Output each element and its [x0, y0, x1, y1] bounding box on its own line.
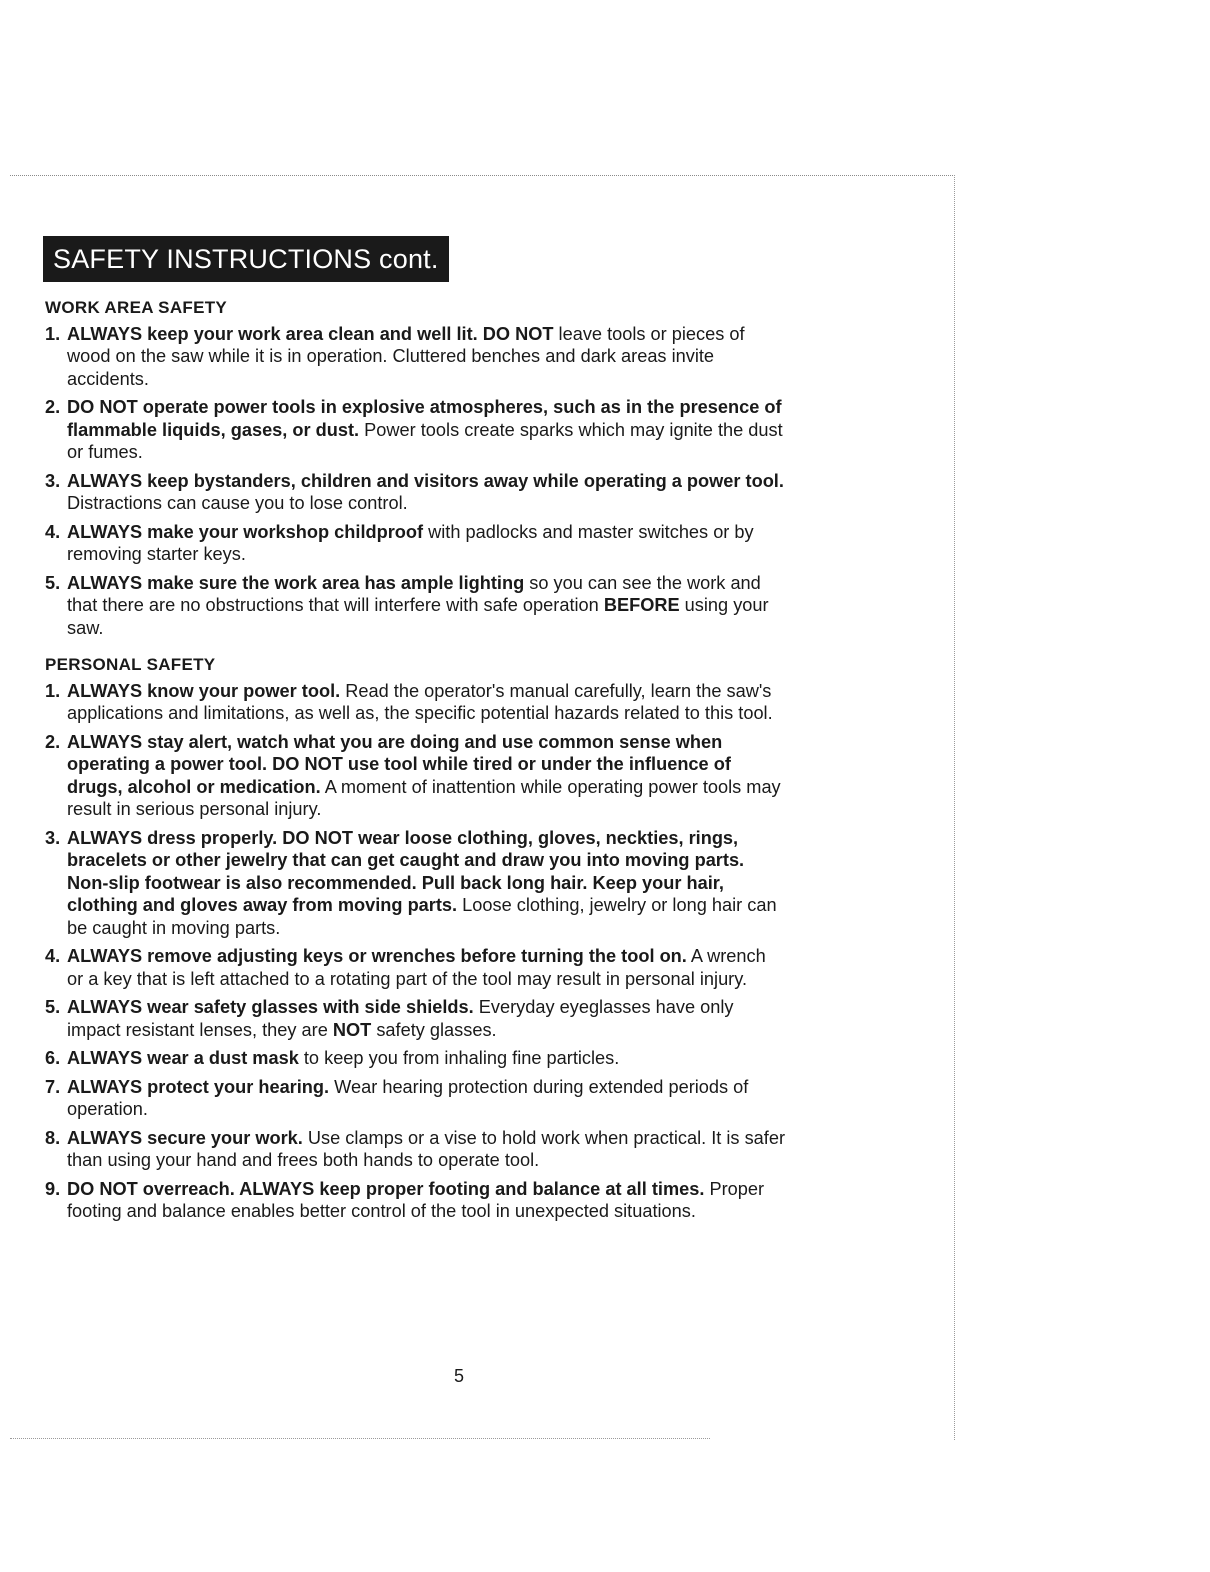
item-number: 5.: [45, 572, 61, 593]
item-bold-text-2: BEFORE: [603, 595, 680, 615]
item-text: Read the operator's manual carefully, learn the saw's applications and limitations, as well as, the specific potential hazards related to this tool.: [67, 680, 773, 723]
item-bold-text: ALWAYS stay alert, watch what you are doing and use common sense when operating a power tool. DO NOT use tool while tired or under the influence of drugs, alcohol or medication.: [67, 731, 731, 797]
page-number: 5: [454, 1366, 465, 1386]
list-item: [45, 731, 785, 821]
item-bold-text: ALWAYS dress properly. DO NOT wear loose clothing, gloves, neckties, rings, bracelets or other jewelry that can get caught and draw you into moving parts. Non-slip footwear is also recommended. Pull back long hair. Keep your hair, clothing and gloves away from moving parts.: [67, 827, 745, 915]
item-text: Everyday eyeglasses have only impact resistant lenses, they are: [67, 997, 734, 1040]
item-bold-text: ALWAYS wear safety glasses with side shields.: [67, 997, 474, 1017]
work-area-safety-list: [45, 323, 785, 640]
list-item: [45, 1076, 785, 1121]
item-bold-text: ALWAYS secure your work.: [67, 1127, 303, 1148]
list-item: [45, 1178, 785, 1223]
list-item: [45, 1047, 785, 1070]
item-number: 3.: [45, 827, 61, 848]
item-text: Wear hearing protection during extended periods of operation.: [67, 1076, 749, 1119]
item-bold-text: ALWAYS make your workshop childproof: [67, 521, 424, 542]
item-bold-text: ALWAYS keep your work area clean and well lit. DO NOT: [67, 323, 554, 344]
item-text: Proper footing and balance enables better control of the tool in unexpected situations.: [67, 1178, 765, 1221]
item-number: 9.: [45, 1178, 61, 1199]
list-item: [45, 572, 785, 640]
item-text: so you can see the work and that there are no obstructions that will interfere with safe operation: [67, 572, 761, 615]
item-text: with padlocks and master switches or by removing starter keys.: [67, 521, 754, 564]
item-number: 7.: [45, 1076, 61, 1097]
item-bold-text: ALWAYS protect your hearing.: [67, 1076, 330, 1097]
item-text-2: using your saw.: [67, 595, 769, 638]
item-bold-text: ALWAYS make sure the work area has ample lighting: [67, 572, 525, 593]
list-item: [45, 827, 785, 940]
list-item: [45, 470, 785, 515]
item-number: 1.: [45, 323, 61, 344]
item-bold-text: ALWAYS remove adjusting keys or wrenches before turning the tool on.: [67, 946, 687, 966]
item-number: 8.: [45, 1127, 61, 1148]
item-bold-text-2: NOT: [332, 1019, 372, 1040]
content: [45, 297, 785, 1229]
item-bold-text: DO NOT operate power tools in explosive atmospheres, such as in the presence of flammable liquids, gases, or dust.: [67, 397, 782, 440]
item-number: 3.: [45, 470, 61, 491]
item-number: 1.: [45, 680, 61, 701]
item-text: Loose clothing, jewelry or long hair can be caught in moving parts.: [67, 895, 777, 938]
item-text: leave tools or pieces of wood on the saw while it is in operation. Cluttered benches and dark areas invite accidents.: [67, 323, 745, 389]
work-area-safety-title: WORK AREA SAFETY: [45, 298, 228, 317]
item-number: 6.: [45, 1048, 61, 1068]
item-number: 4.: [45, 521, 61, 542]
item-number: 5.: [45, 997, 61, 1017]
list-item: [45, 323, 785, 391]
list-item: [45, 945, 785, 990]
item-bold-text: ALWAYS keep bystanders, children and visitors away while operating a power tool.: [67, 470, 784, 491]
item-text: A wrench or a key that is left attached to a rotating part of the tool may result in personal injury.: [67, 946, 766, 989]
item-number: 4.: [45, 946, 61, 966]
page-border-right: [954, 175, 955, 1440]
personal-safety-list: [45, 680, 785, 1223]
list-item: [45, 1127, 785, 1172]
item-bold-text: DO NOT overreach. ALWAYS keep proper footing and balance at all times.: [67, 1178, 705, 1199]
list-item: [45, 396, 785, 464]
item-number: 2.: [45, 397, 61, 417]
item-text-2: safety glasses.: [371, 1019, 497, 1040]
item-text: Distractions can cause you to lose control.: [67, 493, 408, 513]
item-bold-text: ALWAYS know your power tool.: [67, 680, 341, 701]
page-border-top: [10, 175, 955, 176]
personal-safety-title: PERSONAL SAFETY: [45, 655, 216, 674]
item-text: Use clamps or a vise to hold work when practical. It is safer than using your hand and frees both hands to operate tool.: [67, 1127, 786, 1170]
item-text: A moment of inattention while operating power tools may result in serious personal injury.: [67, 776, 781, 819]
item-text: Power tools create sparks which may ignite the dust or fumes.: [67, 419, 783, 462]
list-item: [45, 521, 785, 566]
list-item: [45, 996, 785, 1041]
list-item: [45, 680, 785, 725]
section-header: SAFETY INSTRUCTIONS cont.: [43, 236, 449, 282]
item-number: 2.: [45, 731, 61, 752]
page-border-bottom: [10, 1438, 710, 1439]
item-text: to keep you from inhaling fine particles.: [298, 1048, 620, 1068]
item-bold-text: ALWAYS wear a dust mask: [67, 1048, 299, 1068]
